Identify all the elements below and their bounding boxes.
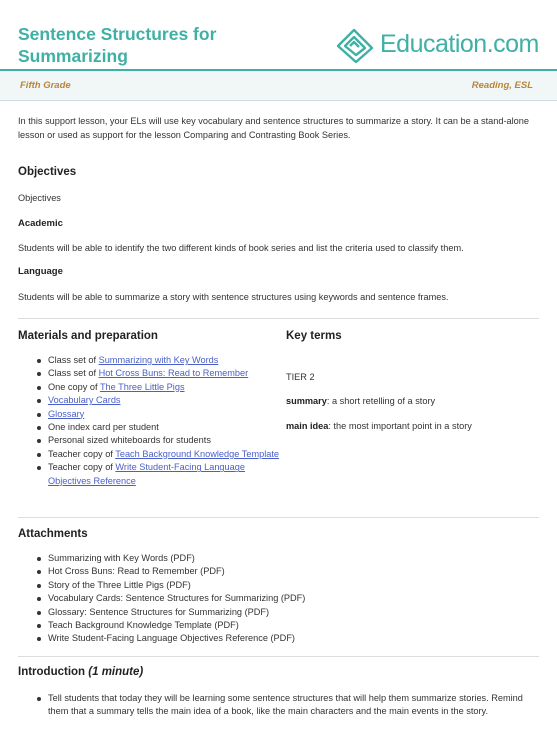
introduction-heading [18,666,143,678]
material-link[interactable]: Teach Background Knowledge Template [115,448,280,459]
term-word: summary [286,396,327,406]
term-word: main idea [286,421,329,431]
material-link[interactable]: Vocabulary Cards [48,395,121,406]
material-link[interactable]: Summarizing with Key Words [98,355,219,365]
term-definition: : a short retelling of a story [326,396,436,406]
subject-label: Reading, ESL [471,80,533,91]
attachment-item[interactable]: Glossary: Sentence Structures for Summarizing (PDF) [18,606,538,619]
materials-list [18,354,280,488]
education-logo[interactable] [334,22,544,66]
attachments-heading: Attachments [18,528,88,540]
material-link[interactable]: The Three Little Pigs [99,381,185,392]
list-item [18,381,280,394]
attachment-item[interactable]: Hot Cross Buns: Read to Remember (PDF) [18,565,538,578]
attachments-list [18,552,538,646]
list-item [18,394,280,407]
material-prefix: Personal sized whiteboards for students [48,435,211,446]
intro-paragraph: In this support lesson, your ELs will use key vocabulary and sentence structures to summarize a story. It can be a stand-alone lesson or used as support for the lesson Comparing and Contrasting Book Series. [18,116,530,140]
language-text: Students will be able to summarize a story with sentence structures using keywords and sentence frames. [18,292,449,302]
list-item: Tell students that today they will be learning some sentence structures that will help them summarize stories. Remind them that a summary tells the main idea of a book, like the main characters and the main events in the story. [18,692,538,719]
material-link[interactable]: Hot Cross Buns: Read to Remember [98,368,249,379]
list-item [18,367,280,380]
education-logo-icon [334,24,376,64]
meta-bar [0,71,557,100]
academic-heading: Academic [18,218,63,229]
meta-divider [0,100,557,101]
material-prefix: One copy of [48,381,100,392]
objectives-text: Objectives [18,193,61,203]
list-item [18,421,280,434]
language-heading: Language [18,266,63,277]
attachment-item[interactable]: Vocabulary Cards: Sentence Structures for Summarizing (PDF) [18,592,538,605]
materials-heading: Materials and preparation [18,330,158,342]
material-prefix: Class set of [48,368,99,379]
attachment-item[interactable]: Story of the Three Little Pigs (PDF) [18,579,538,592]
list-item [18,461,280,488]
term-row [286,395,435,407]
academic-text: Students will be able to identify the two different kinds of book series and list the criteria used to classify them. [18,243,464,253]
term-row [286,420,472,432]
introduction-title: Introduction [18,666,86,678]
list-item [18,448,280,461]
section-divider [18,656,539,657]
logo-text: Education.com [380,29,539,58]
attachment-item[interactable]: Summarizing with Key Words (PDF) [18,552,538,565]
key-terms-heading: Key terms [286,330,342,342]
introduction-list [18,692,538,719]
material-prefix: One index card per student [48,422,159,433]
list-item [18,354,280,367]
material-link[interactable]: Write Student-Facing Language Objectives Reference [48,462,245,486]
material-prefix: Teacher copy of [48,462,116,473]
section-divider [18,517,539,518]
material-prefix: Teacher copy of [48,448,116,459]
attachment-item[interactable]: Teach Background Knowledge Template (PDF) [18,619,538,632]
list-item [18,408,280,421]
material-prefix: Class set of [48,355,99,365]
introduction-duration: (1 minute) [88,666,144,678]
material-link[interactable]: Glossary [48,408,85,419]
page-title: Sentence Structures for Summarizing [18,24,217,66]
attachment-item[interactable]: Write Student-Facing Language Objectives Reference (PDF) [18,632,538,645]
term-definition: : the most important point in a story [328,421,472,431]
section-divider [18,318,539,319]
tier-label: TIER 2 [286,372,315,382]
list-item [18,434,280,447]
objectives-heading: Objectives [18,166,77,178]
grade-label: Fifth Grade [20,80,71,91]
